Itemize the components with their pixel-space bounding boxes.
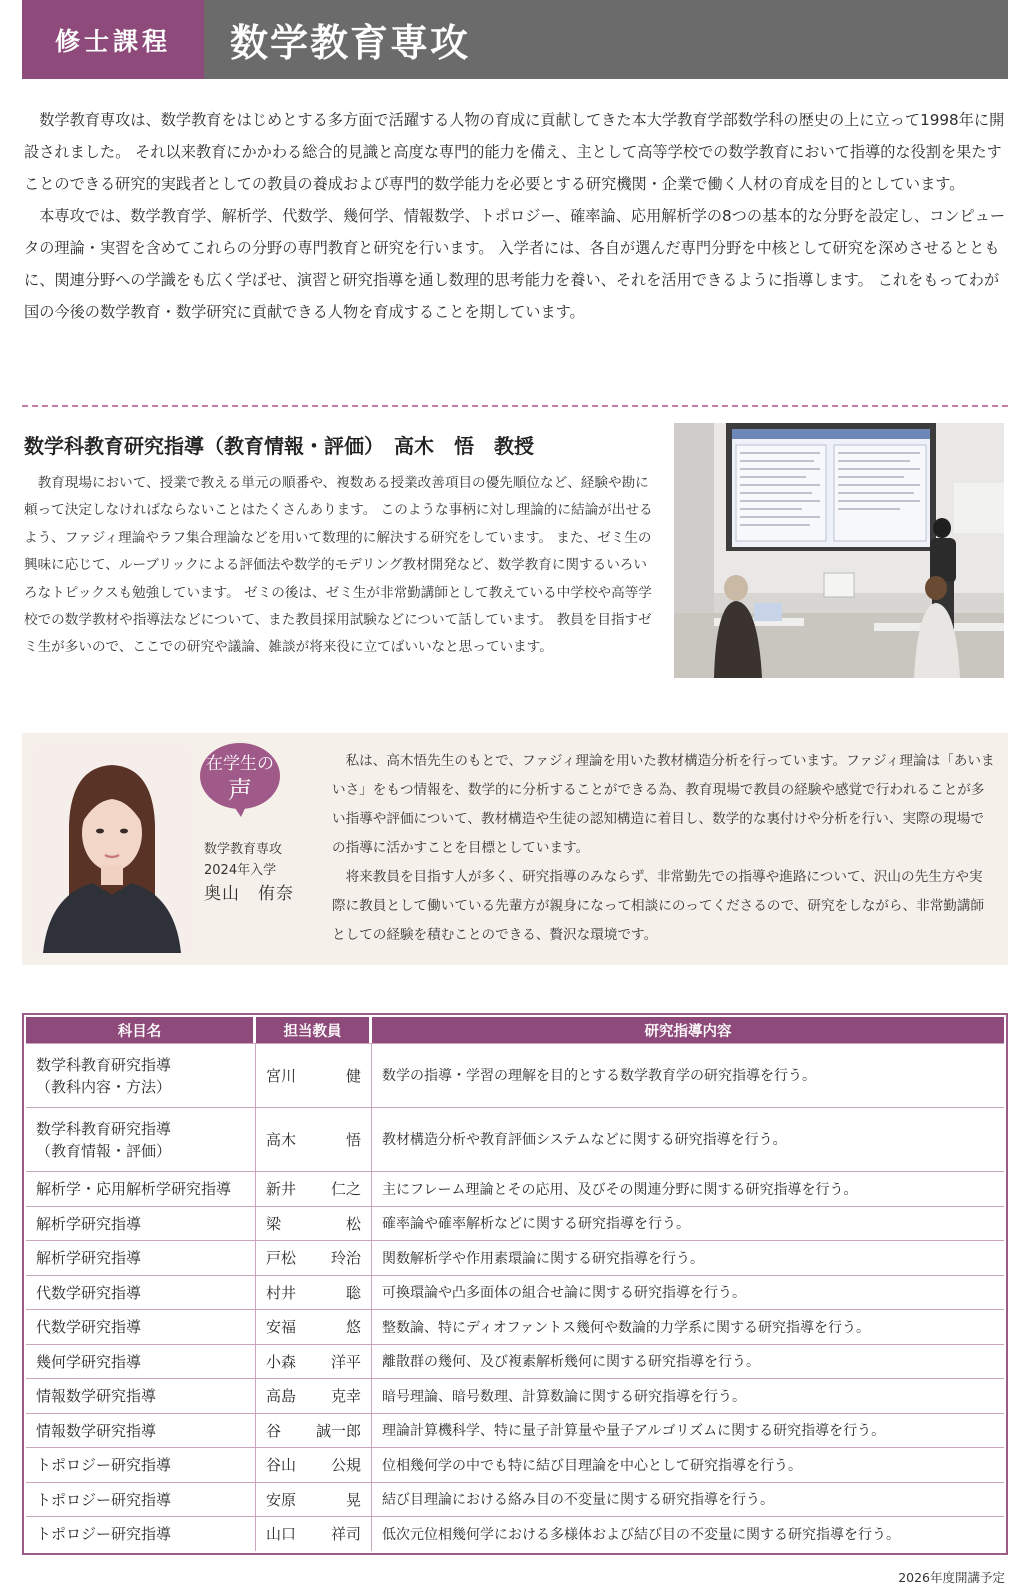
- subject-cell: 解析学・応用解析学研究指導: [26, 1171, 256, 1206]
- student-comment: [332, 747, 996, 950]
- table-row: [26, 1413, 1004, 1448]
- teacher-cell: [256, 1516, 372, 1551]
- teacher-cell: [256, 1275, 372, 1310]
- content-cell: 整数論、特にディオファントス幾何や数論的力学系に関する研究指導を行う。: [372, 1309, 1004, 1344]
- content-cell: 関数解析学や作用素環論に関する研究指導を行う。: [372, 1240, 1004, 1275]
- content-cell: 暗号理論、暗号数理、計算数論に関する研究指導を行う。: [372, 1378, 1004, 1413]
- content-cell: 結び目理論における絡み目の不変量に関する研究指導を行う。: [372, 1482, 1004, 1517]
- teacher-cell: [256, 1378, 372, 1413]
- professor-description: [24, 470, 658, 662]
- subject-cell: 情報数学研究指導: [26, 1413, 256, 1448]
- student-photo: [33, 745, 191, 953]
- teacher-last-name: 小森: [266, 1352, 297, 1371]
- content-cell: 理論計算機科学、特に量子計算量や量子アルゴリズムに関する研究指導を行う。: [372, 1413, 1004, 1448]
- table-row: [26, 1447, 1004, 1482]
- professor-title: 数学科教育研究指導（教育情報・評価） 高木 悟 教授: [24, 434, 534, 458]
- course-table: [26, 1017, 1004, 1551]
- subject-cell: トポロジー研究指導: [26, 1482, 256, 1517]
- teacher-last-name: 高木: [266, 1130, 297, 1149]
- bubble-line-2: 声: [228, 776, 252, 804]
- header-teacher: 担当教員: [256, 1017, 372, 1043]
- teacher-first-name: 仁之: [330, 1180, 361, 1199]
- student-year: 2024年入学: [204, 863, 277, 878]
- subject-subtitle: （教科内容・方法）: [36, 1077, 172, 1096]
- table-row: [26, 1206, 1004, 1241]
- table-row: [26, 1275, 1004, 1310]
- teacher-first-name: 悟: [345, 1130, 361, 1149]
- table-row: [26, 1516, 1004, 1551]
- teacher-first-name: 晃: [345, 1490, 361, 1509]
- header-content: 研究指導内容: [372, 1017, 1004, 1043]
- comment-paragraph: 将来教員を目指す人が多く、研究指導のみならず、非常勤先での指導や進路について、沢山の先生方や実際に教員として働いている先輩方が親身になって相談にのってくださるので、研究をしながら、非常勤講師としての経験を積むことのできる、贅沢な環境です。: [332, 869, 985, 943]
- table-row: [26, 1043, 1004, 1107]
- intro-paragraph: 数学教育専攻は、数学教育をはじめとする多方面で活躍する人物の育成に貢献してきた本大学教育学部数学科の歴史の上に立って1998年に開設されました。 それ以来教育にかかわる総合的見識と高度な専門的能力を備え、主として高等学校での数学教育において指導的な役割を果たすことのできる研究的実践者としての教員の養成および専門的数学能力を必要とする研究機関・企業で働く人材の育成を目的としています。: [24, 111, 1005, 193]
- teacher-last-name: 新井: [266, 1180, 297, 1199]
- student-voice-box: [22, 733, 1008, 965]
- content-cell: 確率論や確率解析などに関する研究指導を行う。: [372, 1206, 1004, 1241]
- header-subject: 科目名: [26, 1017, 256, 1043]
- content-cell: 離散群の幾何、及び複素解析幾何に関する研究指導を行う。: [372, 1344, 1004, 1379]
- subject-cell: 代数学研究指導: [26, 1309, 256, 1344]
- table-row: [26, 1309, 1004, 1344]
- teacher-cell: [256, 1344, 372, 1379]
- teacher-first-name: 祥司: [330, 1525, 361, 1544]
- teacher-cell: [256, 1413, 372, 1448]
- student-name: 奥山 侑奈: [204, 884, 294, 904]
- content-cell: 位相幾何学の中でも特に結び目理論を中心として研究指導を行う。: [372, 1447, 1004, 1482]
- content-cell: 主にフレーム理論とその応用、及びその関連分野に関する研究指導を行う。: [372, 1171, 1004, 1206]
- content-cell: 数学の指導・学習の理解を目的とする数学教育学の研究指導を行う。: [372, 1043, 1004, 1107]
- teacher-last-name: 安原: [266, 1490, 297, 1509]
- table-header-row: [26, 1017, 1004, 1043]
- professor-paragraph: 教育現場において、授業で教える単元の順番や、複数ある授業改善項目の優先順位など、経験や勘に頼って決定しなければならないことはたくさんあります。 このような事柄に対し理論的に結論が出せるよう、ファジィ理論やラフ集合理論などを用いて数理的に解決する研究をしています。 また、ゼミ生の興味に応じて、ルーブリックによる評価法や数学的モデリング教材開発など、数学教育に関するいろいろなトピックスも勉強しています。 ゼミの後は、ゼミ生が非常勤講師として教えている中学校や高等学校での数学教材や指導法などについて、また教員採用試験などについて話しています。 教員を目指すゼミ生が多いので、ここでの研究や議論、雑談が将来役に立てばいいなと思っています。: [24, 475, 653, 656]
- teacher-first-name: 悠: [345, 1318, 361, 1337]
- subject-cell: 情報数学研究指導: [26, 1378, 256, 1413]
- teacher-cell: [256, 1171, 372, 1206]
- table-row: [26, 1171, 1004, 1206]
- subject-name: 数学科教育研究指導: [36, 1119, 172, 1138]
- content-cell: 低次元位相幾何学における多様体および結び目の不変量に関する研究指導を行う。: [372, 1516, 1004, 1551]
- teacher-cell: [256, 1309, 372, 1344]
- table-row: [26, 1107, 1004, 1171]
- teacher-last-name: 戸松: [266, 1249, 297, 1268]
- subject-cell: 代数学研究指導: [26, 1275, 256, 1310]
- teacher-cell: [256, 1206, 372, 1241]
- teacher-first-name: 公規: [330, 1456, 361, 1475]
- teacher-last-name: 谷: [266, 1421, 282, 1440]
- subject-cell: [26, 1043, 256, 1107]
- page-header: [22, 0, 1008, 79]
- teacher-last-name: 安福: [266, 1318, 297, 1337]
- table-row: [26, 1240, 1004, 1275]
- course-table-frame: [22, 1013, 1008, 1555]
- teacher-cell: [256, 1240, 372, 1275]
- teacher-first-name: 松: [345, 1214, 361, 1233]
- teacher-cell: [256, 1043, 372, 1107]
- course-tag: 修士課程: [22, 0, 204, 79]
- subject-name: 数学科教育研究指導: [36, 1055, 172, 1074]
- footnote: 2026年度開講予定: [898, 1570, 1005, 1585]
- teacher-first-name: 克幸: [330, 1387, 361, 1406]
- subject-cell: 幾何学研究指導: [26, 1344, 256, 1379]
- subject-cell: 解析学研究指導: [26, 1240, 256, 1275]
- teacher-last-name: 山口: [266, 1525, 297, 1544]
- subject-cell: トポロジー研究指導: [26, 1516, 256, 1551]
- seminar-photo-illustration: [674, 423, 1004, 678]
- teacher-last-name: 谷山: [266, 1456, 297, 1475]
- page-title: 数学教育専攻: [204, 0, 1008, 79]
- student-department: 数学教育専攻: [204, 842, 283, 857]
- student-portrait: [33, 745, 191, 953]
- bubble-line-1: 在学生の: [206, 754, 274, 774]
- table-row: [26, 1344, 1004, 1379]
- subject-cell: 解析学研究指導: [26, 1206, 256, 1241]
- student-info: [204, 839, 294, 907]
- table-row: [26, 1482, 1004, 1517]
- teacher-cell: [256, 1482, 372, 1517]
- teacher-cell: [256, 1107, 372, 1171]
- speech-bubble-label: [197, 751, 283, 803]
- teacher-last-name: 高島: [266, 1387, 297, 1406]
- section-divider: [22, 405, 1008, 407]
- subject-cell: [26, 1107, 256, 1171]
- teacher-last-name: 宮川: [266, 1066, 297, 1085]
- teacher-first-name: 洋平: [330, 1352, 361, 1371]
- content-cell: 教材構造分析や教育評価システムなどに関する研究指導を行う。: [372, 1107, 1004, 1171]
- table-row: [26, 1378, 1004, 1413]
- subject-cell: トポロジー研究指導: [26, 1447, 256, 1482]
- teacher-last-name: 梁: [266, 1214, 282, 1233]
- intro-paragraph: 本専攻では、数学教育学、解析学、代数学、幾何学、情報数学、トポロジー、確率論、応用解析学の8つの基本的な分野を設定し、コンピュータの理論・実習を含めてこれらの分野の専門教育と研究を行います。 入学者には、各自が選んだ専門分野を中核として研究を深めさせるとともに、関連分野への学識をも広く学ばせ、演習と研究指導を通し数理的思考能力を養い、それを活用できるように指導します。 これをもってわが国の今後の数学教育・数学研究に貢献できる人物を育成することを期しています。: [24, 207, 1006, 321]
- teacher-cell: [256, 1447, 372, 1482]
- content-cell: 可換環論や凸多面体の組合せ論に関する研究指導を行う。: [372, 1275, 1004, 1310]
- teacher-first-name: 玲治: [330, 1249, 361, 1268]
- seminar-photo: [674, 423, 1004, 678]
- comment-paragraph: 私は、高木悟先生のもとで、ファジィ理論を用いた教材構造分析を行っています。ファジィ理論は「あいまいさ」をもつ情報を、数学的に分析することができる為、教育現場で教員の経験や感覚で行われることが多い指導や評価について、教材構造や生徒の認知構造に着目し、数学的な裏付けや分析を行い、実際の現場での指導に活かすことを目標としています。: [332, 753, 995, 856]
- teacher-first-name: 健: [345, 1066, 361, 1085]
- teacher-last-name: 村井: [266, 1283, 297, 1302]
- intro-section: [24, 104, 1006, 328]
- subject-subtitle: （教育情報・評価）: [36, 1141, 172, 1160]
- teacher-first-name: 聡: [345, 1283, 361, 1302]
- teacher-first-name: 誠一郎: [315, 1421, 361, 1440]
